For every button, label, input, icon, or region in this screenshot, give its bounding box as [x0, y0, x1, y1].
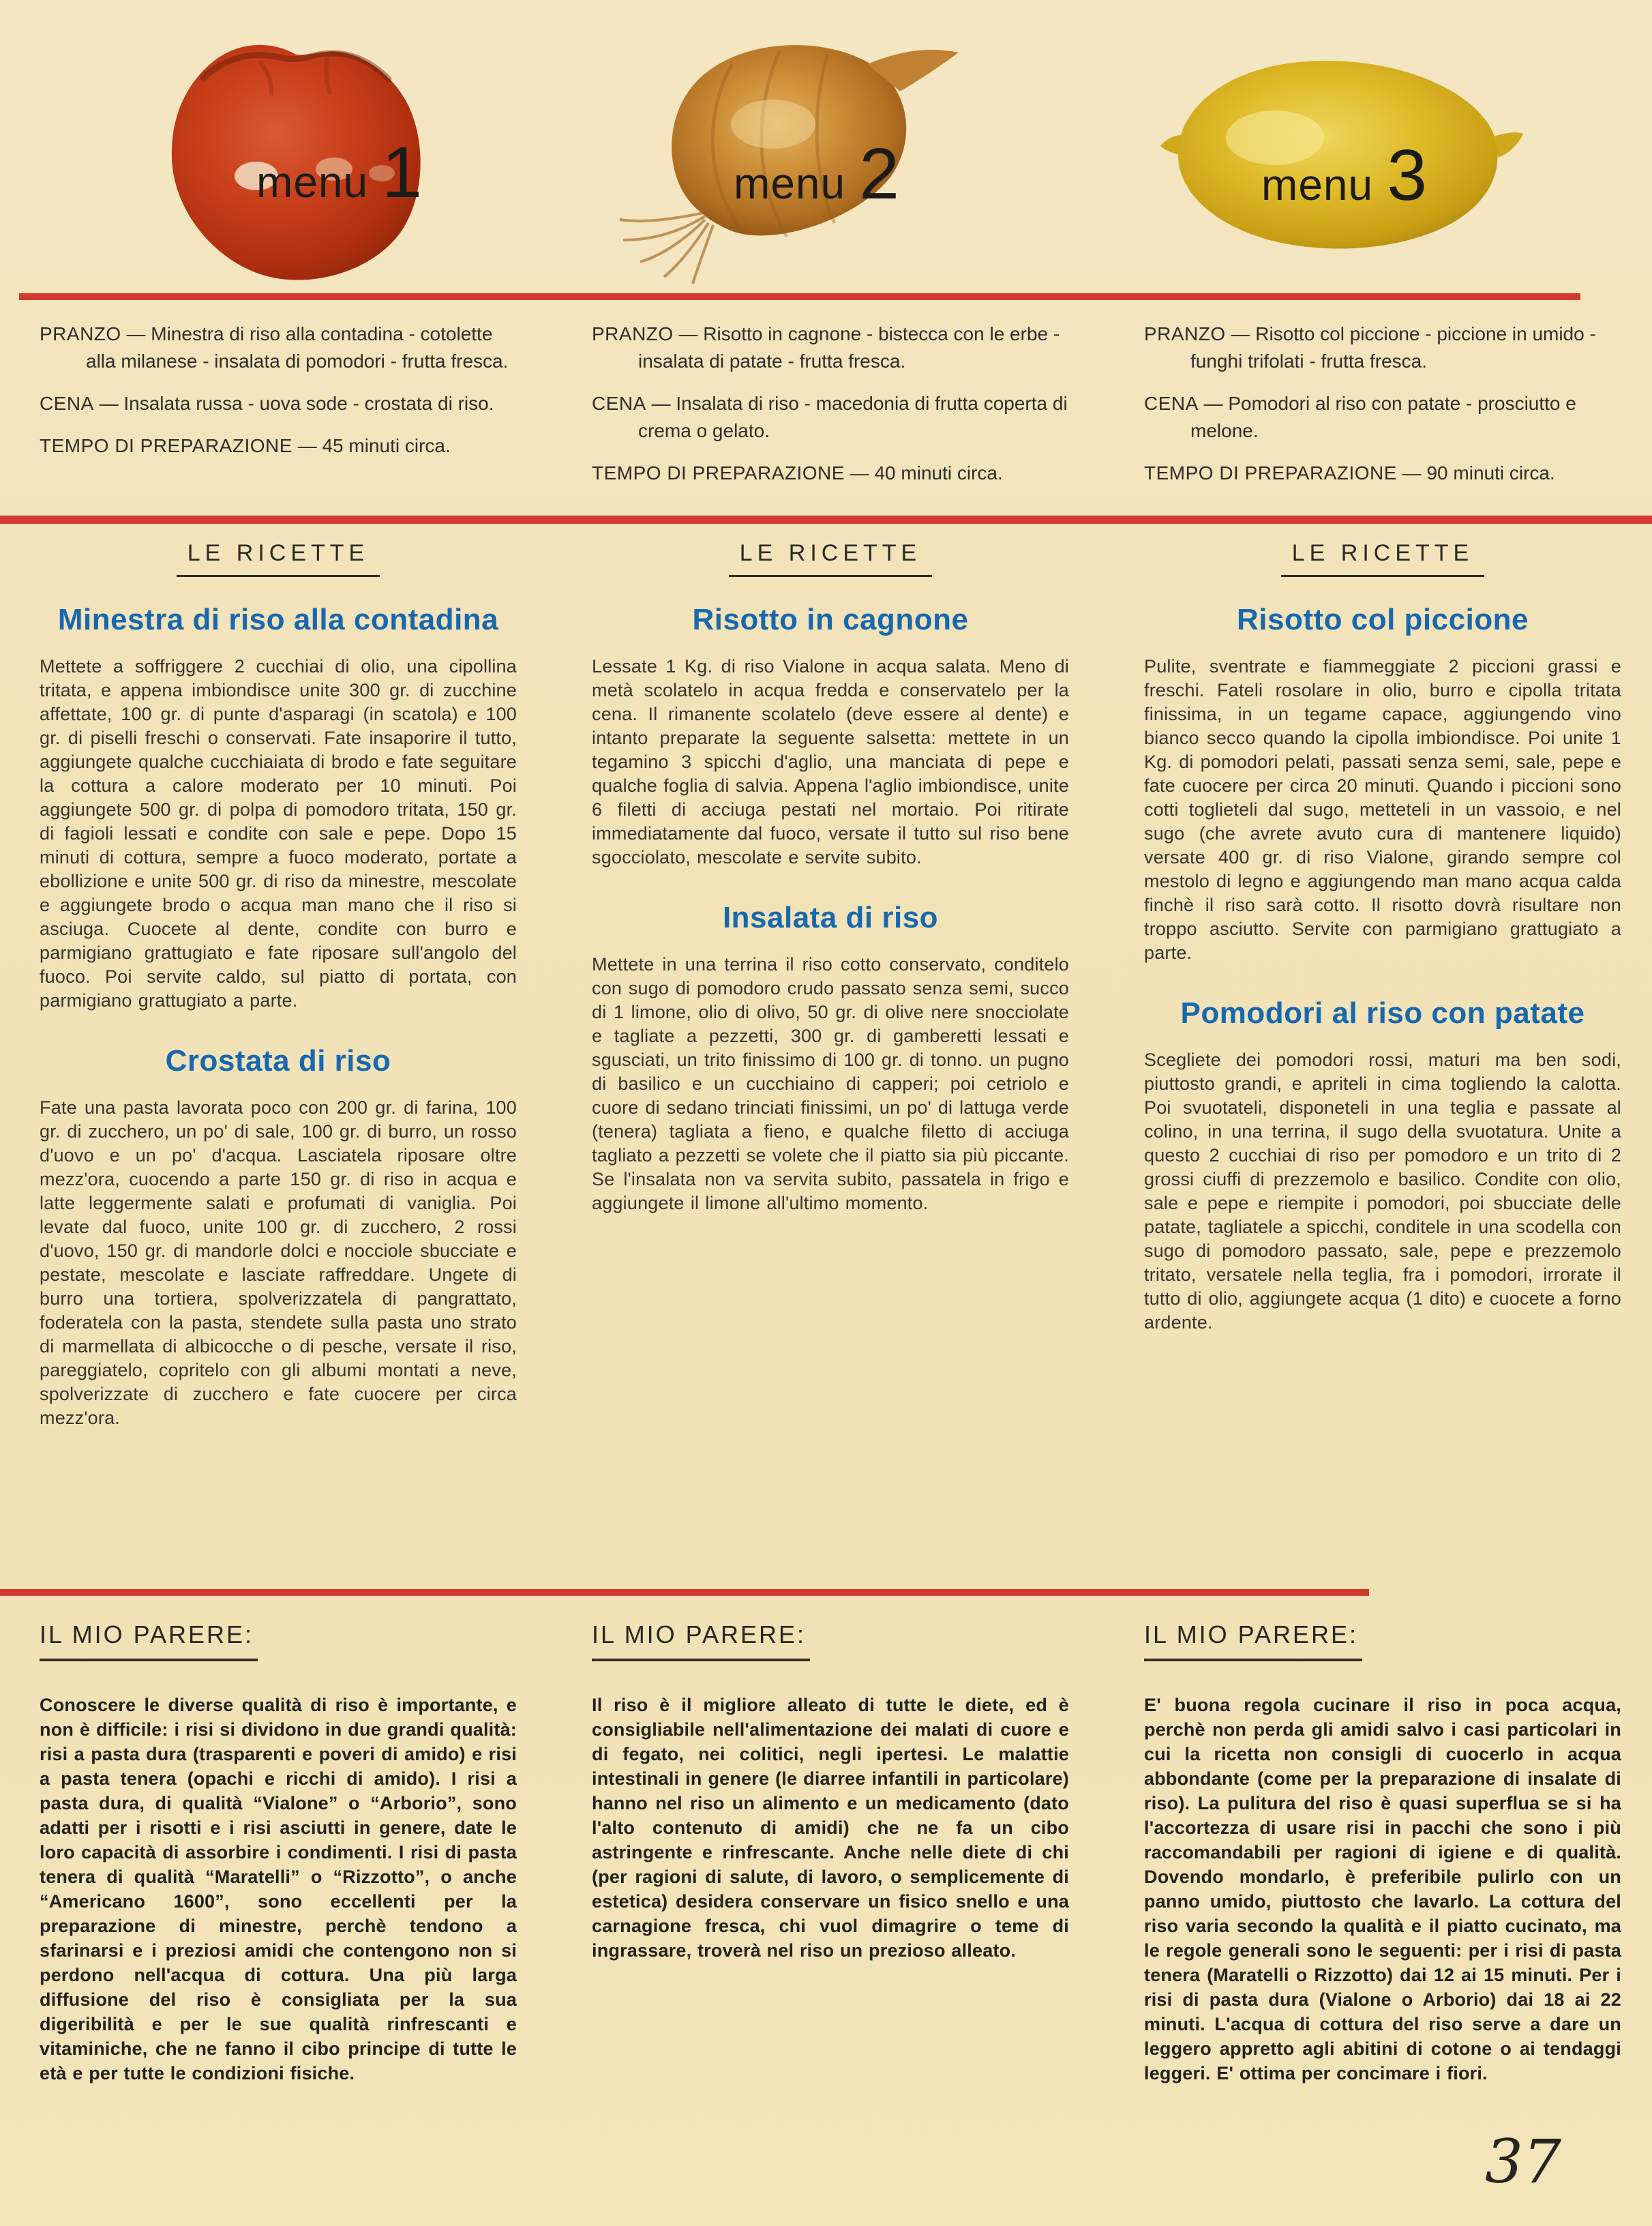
dash: —	[99, 393, 119, 414]
tempo-label: TEMPO DI PREPARAZIONE	[1144, 462, 1397, 484]
recipes-column-3	[1144, 526, 1621, 1335]
recipes-column-2	[592, 526, 1069, 1215]
recipe	[40, 1044, 517, 1430]
pranzo-line	[1144, 321, 1621, 375]
tempo-line	[40, 432, 517, 460]
cena-label: CENA	[592, 393, 646, 414]
pranzo-line	[592, 321, 1069, 375]
divider-middle	[0, 516, 1652, 524]
pranzo-text: Risotto in cagnone - bistecca con le erbe - insalata di patate - frutta fresca.	[638, 323, 1060, 372]
menu-word: menu	[1261, 160, 1374, 209]
divider-top	[19, 293, 1580, 300]
recipe	[1144, 996, 1621, 1335]
recipe-body: Scegliete dei pomodori rossi, maturi ma ben sodi, piuttosto grandi, e apriteli in cima togliendo la calotta. Poi svuotateli, disponeteli in una teglia e passate al colino, in una terrina, il sugo della svuotatura. Unite a questo 2 cucchiai di riso per pomodoro e un trito di 2 grossi ciuffi di prezzemolo e basilico. Condite con olio, sale e pepe e riempite i pomodori, poi sbucciate delle patate, tagliatele a spicchi, conditele in una scodella con sugo di pomodoro passato, sale, pepe e prezzemolo tritato, versatele nella teglia, fra i pomodori, irrorate il tutto di olio, aggiungete acqua (1 dito) e cuocete a forno ardente.	[1144, 1050, 1621, 1333]
menu-word: menu	[734, 159, 846, 208]
menu-number: 2	[859, 134, 900, 214]
parere-column-2	[592, 1604, 1069, 1963]
pranzo-text: Minestra di riso alla contadina - cotolette alla milanese - insalata di pomodori - frutta fresca.	[86, 323, 509, 372]
recipes-column-1	[40, 526, 517, 1430]
recipe-title: Minestra di riso alla contadina	[57, 603, 499, 636]
recipe	[592, 901, 1069, 1215]
dash: —	[126, 323, 146, 344]
dash: —	[1402, 462, 1422, 484]
parere-column-1	[40, 1604, 517, 2086]
tempo-text: 90 minuti circa.	[1426, 462, 1555, 484]
cena-label: CENA	[40, 393, 94, 414]
dash: —	[651, 393, 671, 414]
menu-1-label	[256, 132, 423, 213]
menu-number: 1	[382, 132, 423, 213]
pranzo-text: Risotto col piccione - piccione in umido - funghi trifolati - frutta fresca.	[1190, 323, 1596, 372]
recipe-body: Mettete in una terrina il riso cotto conservato, conditelo con sugo di pomodoro crudo passato senza semi, succo di 1 limone, olio di olivo, 50 gr. di olive nere snocciolate e tagliate a pezzetti, 300 gr. di gamberetti lessati e sgusciati, un trito finissimo di 100 gr. di tonno. un pugno di basilico e un cucchiaino di capperi; poi cetriolo e cuore di sedano trinciati finissimi, un po' di lattuga verde (tenera) tagliata a fieno, e qualche filetto di acciuga tagliato a pezzetti se volete che il piatto sia più piccante. Se l'insalata non va servita subito, passatela in frigo e aggiungete il limone all'ultimo momento.	[592, 954, 1069, 1213]
cena-line	[592, 390, 1069, 445]
menu-word: menu	[256, 158, 369, 207]
lemon-image	[1151, 35, 1525, 276]
parere-body: Conoscere le diverse qualità di riso è importante, e non è difficile: i risi si dividono in due grandi qualità: risi a pasta dura (trasparenti e poveri di amido) e risi a pasta tenera (opachi e ricchi di amido). I risi a pasta dura, di qualità “Vialone” o “Arborio”, sono adatti per i risotti e i risi asciutti in genere, date le loro capacità di assorbire i condimenti. I risi di pasta tenera di qualità “Maratelli” o “Rizzotto”, o anche “Americano 1600”, sono eccellenti per la preparazione di minestre, perchè tendono a sfarinarsi e i preziosi amidi che contengono non si perdono nell'acqua di cottura. Una più larga diffusione del riso è consigliata per la sua digeribilità e per le sue qualità rinfrescanti e vitaminiche, che ne fanno il cibo principe di tutte le età e per tutte le condizioni fisiche.	[40, 1695, 517, 2083]
menu-3-label	[1261, 135, 1428, 216]
tempo-line	[592, 460, 1069, 487]
onion-image	[603, 15, 987, 291]
parere-column-3	[1144, 1604, 1621, 2086]
dash: —	[850, 462, 869, 484]
recipe-title: Risotto in cagnone	[692, 603, 969, 636]
recipe-title: Insalata di riso	[722, 901, 939, 934]
tempo-text: 45 minuti circa.	[322, 435, 451, 456]
menu-2-label	[734, 134, 900, 214]
dash: —	[678, 323, 698, 344]
tempo-line	[1144, 460, 1621, 487]
parere-heading: IL MIO PARERE:	[592, 1620, 810, 1661]
pranzo-label: PRANZO	[1144, 323, 1226, 344]
recipe-body: Mettete a soffriggere 2 cucchiai di olio, una cipollina tritata, e appena imbiondisce unite 300 gr. di zucchine affettate, 100 gr. di punte d'asparagi (in scatola) e 100 gr. di piselli freschi o conservati. Fate insaporire il tutto, aggiungete qualche cucchiaiata di brodo e fate seguitare la cottura a calore moderato per 10 minuti. Poi aggiungete 500 gr. di polpa di pomodoro tritata, 150 gr. di fagioli lessati e condite con sale e pepe. Dopo 15 minuti di cottura, sempre a fuoco moderato, portate a ebollizione e unite 500 gr. di riso da minestre, mescolate e aggiungete brodo o acqua man mano che il riso si asciuga. Cuocete al dente, condite con burro e parmigiano grattugiato e fate riposare sull'angolo del fuoco. Poi servite caldo, sul piatto di portata, con parmigiano grattugiato a parte.	[40, 656, 517, 1011]
divider-bottom	[0, 1589, 1369, 1596]
page-number: 37	[1485, 2126, 1561, 2197]
parere-heading: IL MIO PARERE:	[1144, 1620, 1362, 1661]
recipe-body: Fate una pasta lavorata poco con 200 gr. di farina, 100 gr. di zucchero, un po' di sale, 100 gr. di burro, un rosso d'uovo e un po' d'acqua. Lasciatela riposare oltre mezz'ora, cuocendo a parte 150 gr. di riso in acqua e latte leggermente salati e profumati di vaniglia. Poi levate dal fuoco, unite 100 gr. di zucchero, 2 rossi d'uovo, 150 gr. di mandorle dolci e nocciole sbucciate e pestate, mescolate e lasciate raffreddare. Ungete di burro una tortiera, spolverizzatela di pangrattato, foderatela con la pasta, stendete sulla pasta uno strato di marmellata di albicocche o di pesche, versate il riso, pareggiatelo, copritelo con gli albumi montati a neve, spolverizzate di zucchero e fate cuocere per circa mezz'ora.	[40, 1097, 517, 1428]
menu-number: 3	[1387, 135, 1428, 216]
recipe-title: Pomodori al riso con patate	[1180, 996, 1585, 1030]
section-heading-ricette: LE RICETTE	[177, 540, 380, 577]
section-heading-ricette: LE RICETTE	[1281, 540, 1484, 577]
tomato-image	[155, 35, 436, 289]
cena-text: Insalata russa - uova sode - crostata di riso.	[123, 393, 494, 414]
recipe-body: Pulite, sventrate e fiammeggiate 2 piccioni grassi e freschi. Fateli rosolare in olio, burro e cipolla tritata finissima, in un tegame capace, aggiungendo vino bianco secco quando la cipolla imbiondisce. Poi unite 1 Kg. di pomodori pelati, passati senza semi, sale, pepe e fate cuocere per circa 20 minuti. Quando i piccioni sono cotti toglieteli dal sugo, metteteli in un vassoio, e nel sugo (che avrete avuto cura di mantenere liquido) versate 400 gr. di riso Vialone, girando sempre col mestolo di legno e aggiungendo man mano acqua calda finchè il riso sarà cotto. Il risotto dovrà risultare non troppo asciutto. Servite con parmigiano grattugiato a parte.	[1144, 656, 1621, 963]
parere-body: Il riso è il migliore alleato di tutte le diete, ed è consigliabile nell'alimentazione dei malati di cuore e di fegato, nei colitici, negli ipertesi. Le malattie intestinali in genere (le diarree infantili in particolare) hanno nel riso un alimento e un medicamento (dato l'alto contenuto di amidi) che ne fa un cibo astringente e rinfrescante. Anche nelle diete di chi (per ragioni di salute, di lavoro, o semplicemente di estetica) desidera conservare un fisico snello e una carnagione fresca, chi vuol dimagrire o teme di ingrassare, troverà nel riso un prezioso alleato.	[592, 1695, 1069, 1961]
recipe	[40, 603, 517, 1013]
recipe-body: Lessate 1 Kg. di riso Vialone in acqua salata. Meno di metà scolatelo in acqua fredda e conservatelo per la cena. Il rimanente scolatelo (deve essere al dente) e intanto preparate la seguente salsetta: mettete in un tegamino 3 spicchi d'aglio, una manciata di pepe e qualche foglia di salvia. Appena l'aglio imbiondisce, unite 6 filetti di acciuga pestati nel mortaio. Poi ritirate immediatamente dal fuoco, versate il tutto sul riso bene sgocciolato, mescolate e servite subito.	[592, 656, 1069, 867]
dash: —	[1203, 393, 1223, 414]
dash: —	[1231, 323, 1250, 344]
tempo-text: 40 minuti circa.	[874, 462, 1003, 484]
menu-summary-2	[592, 321, 1069, 487]
recipe	[592, 603, 1069, 870]
tempo-label: TEMPO DI PREPARAZIONE	[40, 435, 292, 456]
recipe	[1144, 603, 1621, 965]
menu-summary-1	[40, 321, 517, 460]
section-heading-ricette: LE RICETTE	[729, 540, 932, 577]
menu-summary-3	[1144, 321, 1621, 487]
recipe-title: Crostata di riso	[165, 1044, 391, 1078]
recipe-title: Risotto col piccione	[1236, 603, 1529, 636]
cena-line	[40, 390, 517, 417]
pranzo-label: PRANZO	[592, 323, 674, 344]
dash: —	[297, 435, 317, 456]
cena-text: Pomodori al riso con patate - prosciutto e melone.	[1190, 393, 1576, 441]
parere-heading: IL MIO PARERE:	[40, 1620, 258, 1661]
pranzo-label: PRANZO	[40, 323, 121, 344]
tempo-label: TEMPO DI PREPARAZIONE	[592, 462, 845, 484]
cena-line	[1144, 390, 1621, 445]
pranzo-line	[40, 321, 517, 375]
cena-label: CENA	[1144, 393, 1199, 414]
cena-text: Insalata di riso - macedonia di frutta coperta di crema o gelato.	[638, 393, 1068, 441]
parere-body: E' buona regola cucinare il riso in poca acqua, perchè non perda gli amidi salvo i casi particolari in cui la ricetta non consigli di cuocerlo in acqua abbondante (come per la preparazione di insalate di riso). La pulitura del riso è quasi superflua se si ha l'accortezza di usare risi in pacchi che sono i più raccomandabili per ragioni di igiene e di qualità. Dovendo mondarlo, è preferibile pulirlo con un panno umido, piuttosto che lavarlo. La cottura del riso varia secondo la qualità e il piatto cucinato, ma le regole generali sono le seguenti: per i risi di pasta tenera (Maratelli o Rizzotto) dai 12 ai 15 minuti. Per i risi di pasta dura (Vialone o Arborio) dai 18 ai 22 minuti. L'acqua di cottura del riso serve a dare un leggero appretto agli abitini di cotone o ai tendaggi leggeri. E' ottima per concimare i fiori.	[1144, 1695, 1621, 2083]
